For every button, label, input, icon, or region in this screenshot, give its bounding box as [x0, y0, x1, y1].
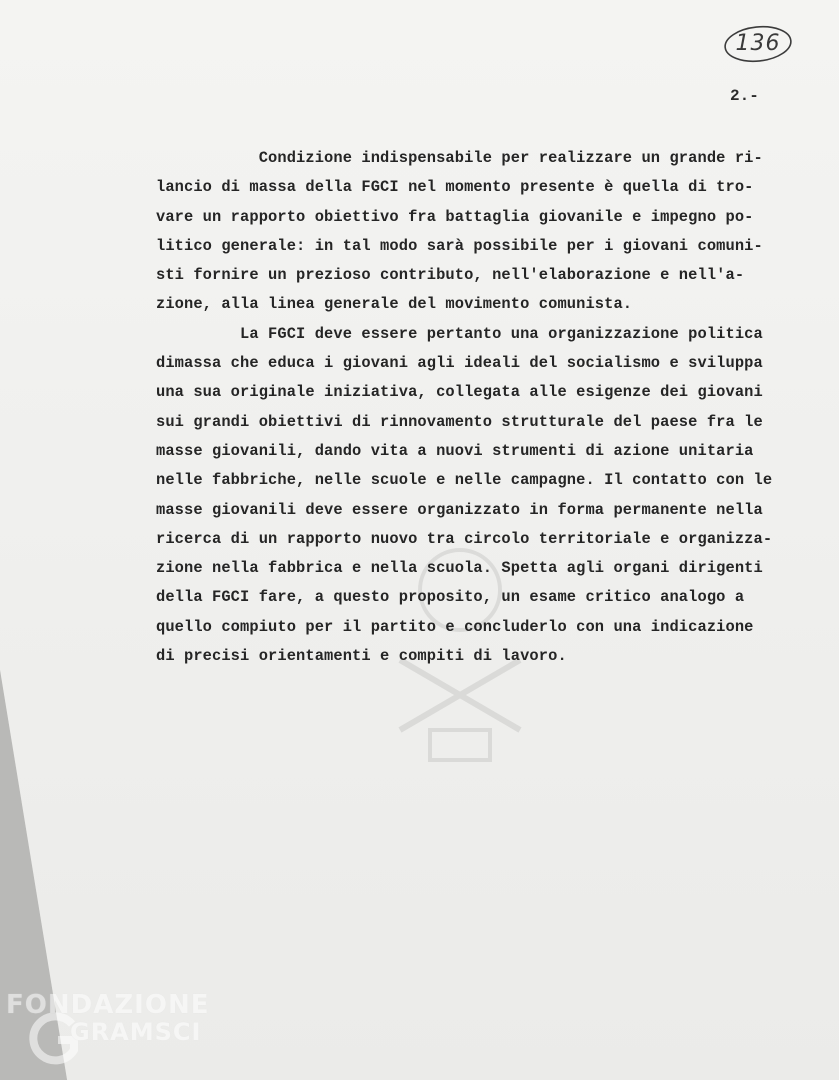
text-line: zione nella fabbrica e nella scuola. Spetta agli organi dirigenti	[156, 559, 763, 578]
text-line: ricerca di un rapporto nuovo tra circolo territoriale e organizza-	[156, 529, 773, 548]
page-number: 2.-	[730, 87, 759, 105]
document-body	[156, 144, 816, 671]
watermark-logo	[0, 990, 230, 1070]
watermark-line1: FONDAZIONE	[6, 990, 210, 1020]
text-line: quello compiuto per il partito e concluderlo con una indicazione	[156, 617, 754, 636]
page-stamp	[722, 24, 794, 64]
text-line: della FGCI fare, a questo proposito, un esame critico analogo a	[156, 588, 745, 607]
text-line: vare un rapporto obiettivo fra battaglia giovanile e impegno po-	[156, 207, 754, 226]
text-line: sui grandi obiettivi di rinnovamento strutturale del paese fra le	[156, 412, 763, 431]
page-stamp-number: 136	[735, 31, 781, 56]
text-line: nelle fabbriche, nelle scuole e nelle campagne. Il contatto con le	[156, 471, 773, 490]
text-line: Condizione indispensabile per realizzare un grande ri-	[156, 149, 763, 167]
paragraph-1	[156, 144, 816, 320]
text-line: una sua originale iniziativa, collegata alle esigenze dei giovani	[156, 383, 763, 402]
text-line: di precisi orientamenti e compiti di lavoro.	[156, 647, 567, 666]
text-line: sti fornire un prezioso contributo, nell'elaborazione e nell'a-	[156, 266, 745, 285]
text-line: masse giovanili, dando vita a nuovi strumenti di azione unitaria	[156, 441, 754, 460]
text-line: zione, alla linea generale del movimento comunista.	[156, 295, 633, 314]
text-line: lancio di massa della FGCI nel momento presente è quella di tro-	[156, 178, 754, 197]
text-line: La FGCI deve essere pertanto una organizzazione politica	[156, 324, 763, 343]
text-line: litico generale: in tal modo sarà possibile per i giovani comuni-	[156, 236, 763, 255]
watermark-line2: GRAMSCI	[70, 1018, 202, 1046]
text-line: dimassa che educa i giovani agli ideali del socialismo e sviluppa	[156, 354, 763, 373]
text-line: masse giovanili deve essere organizzato in forma permanente nella	[156, 500, 763, 519]
paragraph-2	[156, 320, 816, 672]
